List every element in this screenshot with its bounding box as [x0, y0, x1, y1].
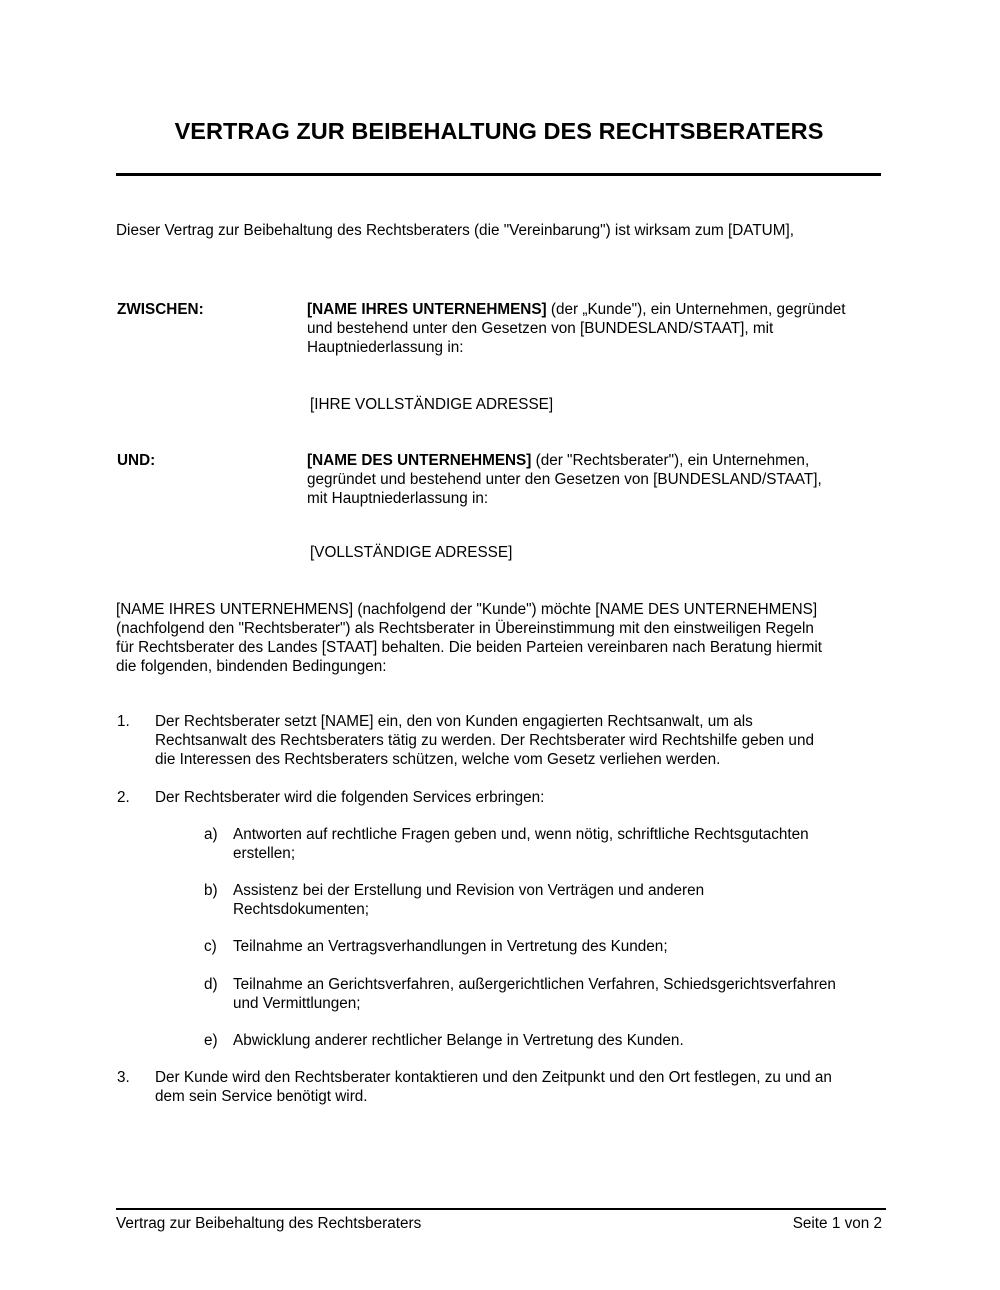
party-label-between: ZWISCHEN:: [117, 301, 204, 318]
recital-paragraph: [116, 600, 891, 676]
party-counsel-line-2: gegründet und bestehend unter den Gesetzen von [BUNDESLAND/STAAT],: [307, 471, 822, 488]
subitem-c-text: [233, 937, 888, 956]
party-counsel-line-3: mit Hauptniederlassung in:: [307, 490, 489, 507]
clause-number: 2.: [117, 789, 130, 806]
subitem-line: Antworten auf rechtliche Fragen geben und, wenn nötig, schriftliche Rechtsgutachten: [233, 826, 809, 843]
party-counsel-line-1-text: (der "Rechtsberater"), ein Unternehmen,: [531, 452, 810, 469]
clause-2-text: [155, 788, 890, 807]
party-client-line-1-text: (der „Kunde"), ein Unternehmen, gegründet: [546, 301, 846, 318]
recital-line: für Rechtsberater des Landes [STAAT] behalten. Die beiden Parteien vereinbaren nach Beratung hiermit: [116, 639, 823, 656]
party-counsel-address: [VOLLSTÄNDIGE ADRESSE]: [310, 544, 513, 561]
party-counsel-line-1: [307, 451, 892, 470]
document-title: VERTRAG ZUR BEIBEHALTUNG DES RECHTSBERATERS: [174, 118, 824, 144]
subitem-label: c): [204, 938, 217, 955]
subitem-line: Abwicklung anderer rechtlicher Belange in Vertretung des Kunden.: [233, 1032, 684, 1049]
subitem-line: Teilnahme an Gerichtsverfahren, außergerichtlichen Verfahren, Schiedsgerichtsverfahren: [233, 976, 836, 993]
subitem-line: und Vermittlungen;: [233, 995, 361, 1012]
party-client-description: [307, 300, 892, 357]
recital-line: (nachfolgend den "Rechtsberater") als Rechtsberater in Übereinstimmung mit den einstweiligen Regeln: [116, 620, 814, 637]
party-client-line-1: [307, 300, 892, 319]
footer-page-number: Seite 1 von 2: [792, 1215, 882, 1232]
party-counsel-name: [NAME DES UNTERNEHMENS]: [307, 452, 532, 469]
party-client-line-3: Hauptniederlassung in:: [307, 339, 464, 356]
subitem-e-text: [233, 1031, 888, 1050]
recital-line: [NAME IHRES UNTERNEHMENS] (nachfolgend der "Kunde") möchte [NAME DES UNTERNEHMENS]: [116, 601, 818, 618]
title-divider: [116, 173, 881, 176]
clause-number: 1.: [117, 713, 130, 730]
clause-line: Rechtsanwalt des Rechtsberaters tätig zu werden. Der Rechtsberater wird Rechtshilfe geben und: [155, 732, 814, 749]
party-client-address: [IHRE VOLLSTÄNDIGE ADRESSE]: [310, 396, 554, 413]
clause-line: Der Kunde wird den Rechtsberater kontaktieren und den Zeitpunkt und den Ort festlegen, zu und an: [155, 1069, 832, 1086]
clause-3-text: [155, 1068, 890, 1106]
subitem-line: Assistenz bei der Erstellung und Revision von Verträgen und anderen: [233, 882, 705, 899]
subitem-label: a): [204, 826, 218, 843]
subitem-label: e): [204, 1032, 218, 1049]
party-label-and: UND:: [117, 452, 156, 469]
recital-line: die folgenden, bindenden Bedingungen:: [116, 658, 387, 675]
subitem-d-text: [233, 975, 888, 1013]
party-counsel-description: [307, 451, 892, 508]
footer-document-title: Vertrag zur Beibehaltung des Rechtsberaters: [116, 1215, 422, 1232]
clause-line: Der Rechtsberater setzt [NAME] ein, den von Kunden engagierten Rechtsanwalt, um als: [155, 713, 753, 730]
subitem-b-text: [233, 881, 888, 919]
subitem-label: d): [204, 976, 218, 993]
clause-number: 3.: [117, 1069, 130, 1086]
intro-paragraph: Dieser Vertrag zur Beibehaltung des Rechtsberaters (die "Vereinbarung") ist wirksam zum [DATUM],: [116, 222, 794, 239]
clause-line: die Interessen des Rechtsberaters schützen, welche vom Gesetz verliehen werden.: [155, 751, 721, 768]
subitem-label: b): [204, 882, 218, 899]
footer-divider: [116, 1208, 886, 1210]
subitem-line: erstellen;: [233, 845, 296, 862]
party-client-line-2: und bestehend unter den Gesetzen von [BUNDESLAND/STAAT], mit: [307, 320, 774, 337]
subitem-line: Teilnahme an Vertragsverhandlungen in Vertretung des Kunden;: [233, 938, 668, 955]
clause-line: Der Rechtsberater wird die folgenden Services erbringen:: [155, 789, 545, 806]
clause-line: dem sein Service benötigt wird.: [155, 1088, 368, 1105]
clause-1-text: [155, 712, 890, 769]
subitem-line: Rechtsdokumenten;: [233, 901, 370, 918]
subitem-a-text: [233, 825, 888, 863]
party-client-name: [NAME IHRES UNTERNEHMENS]: [307, 301, 547, 318]
